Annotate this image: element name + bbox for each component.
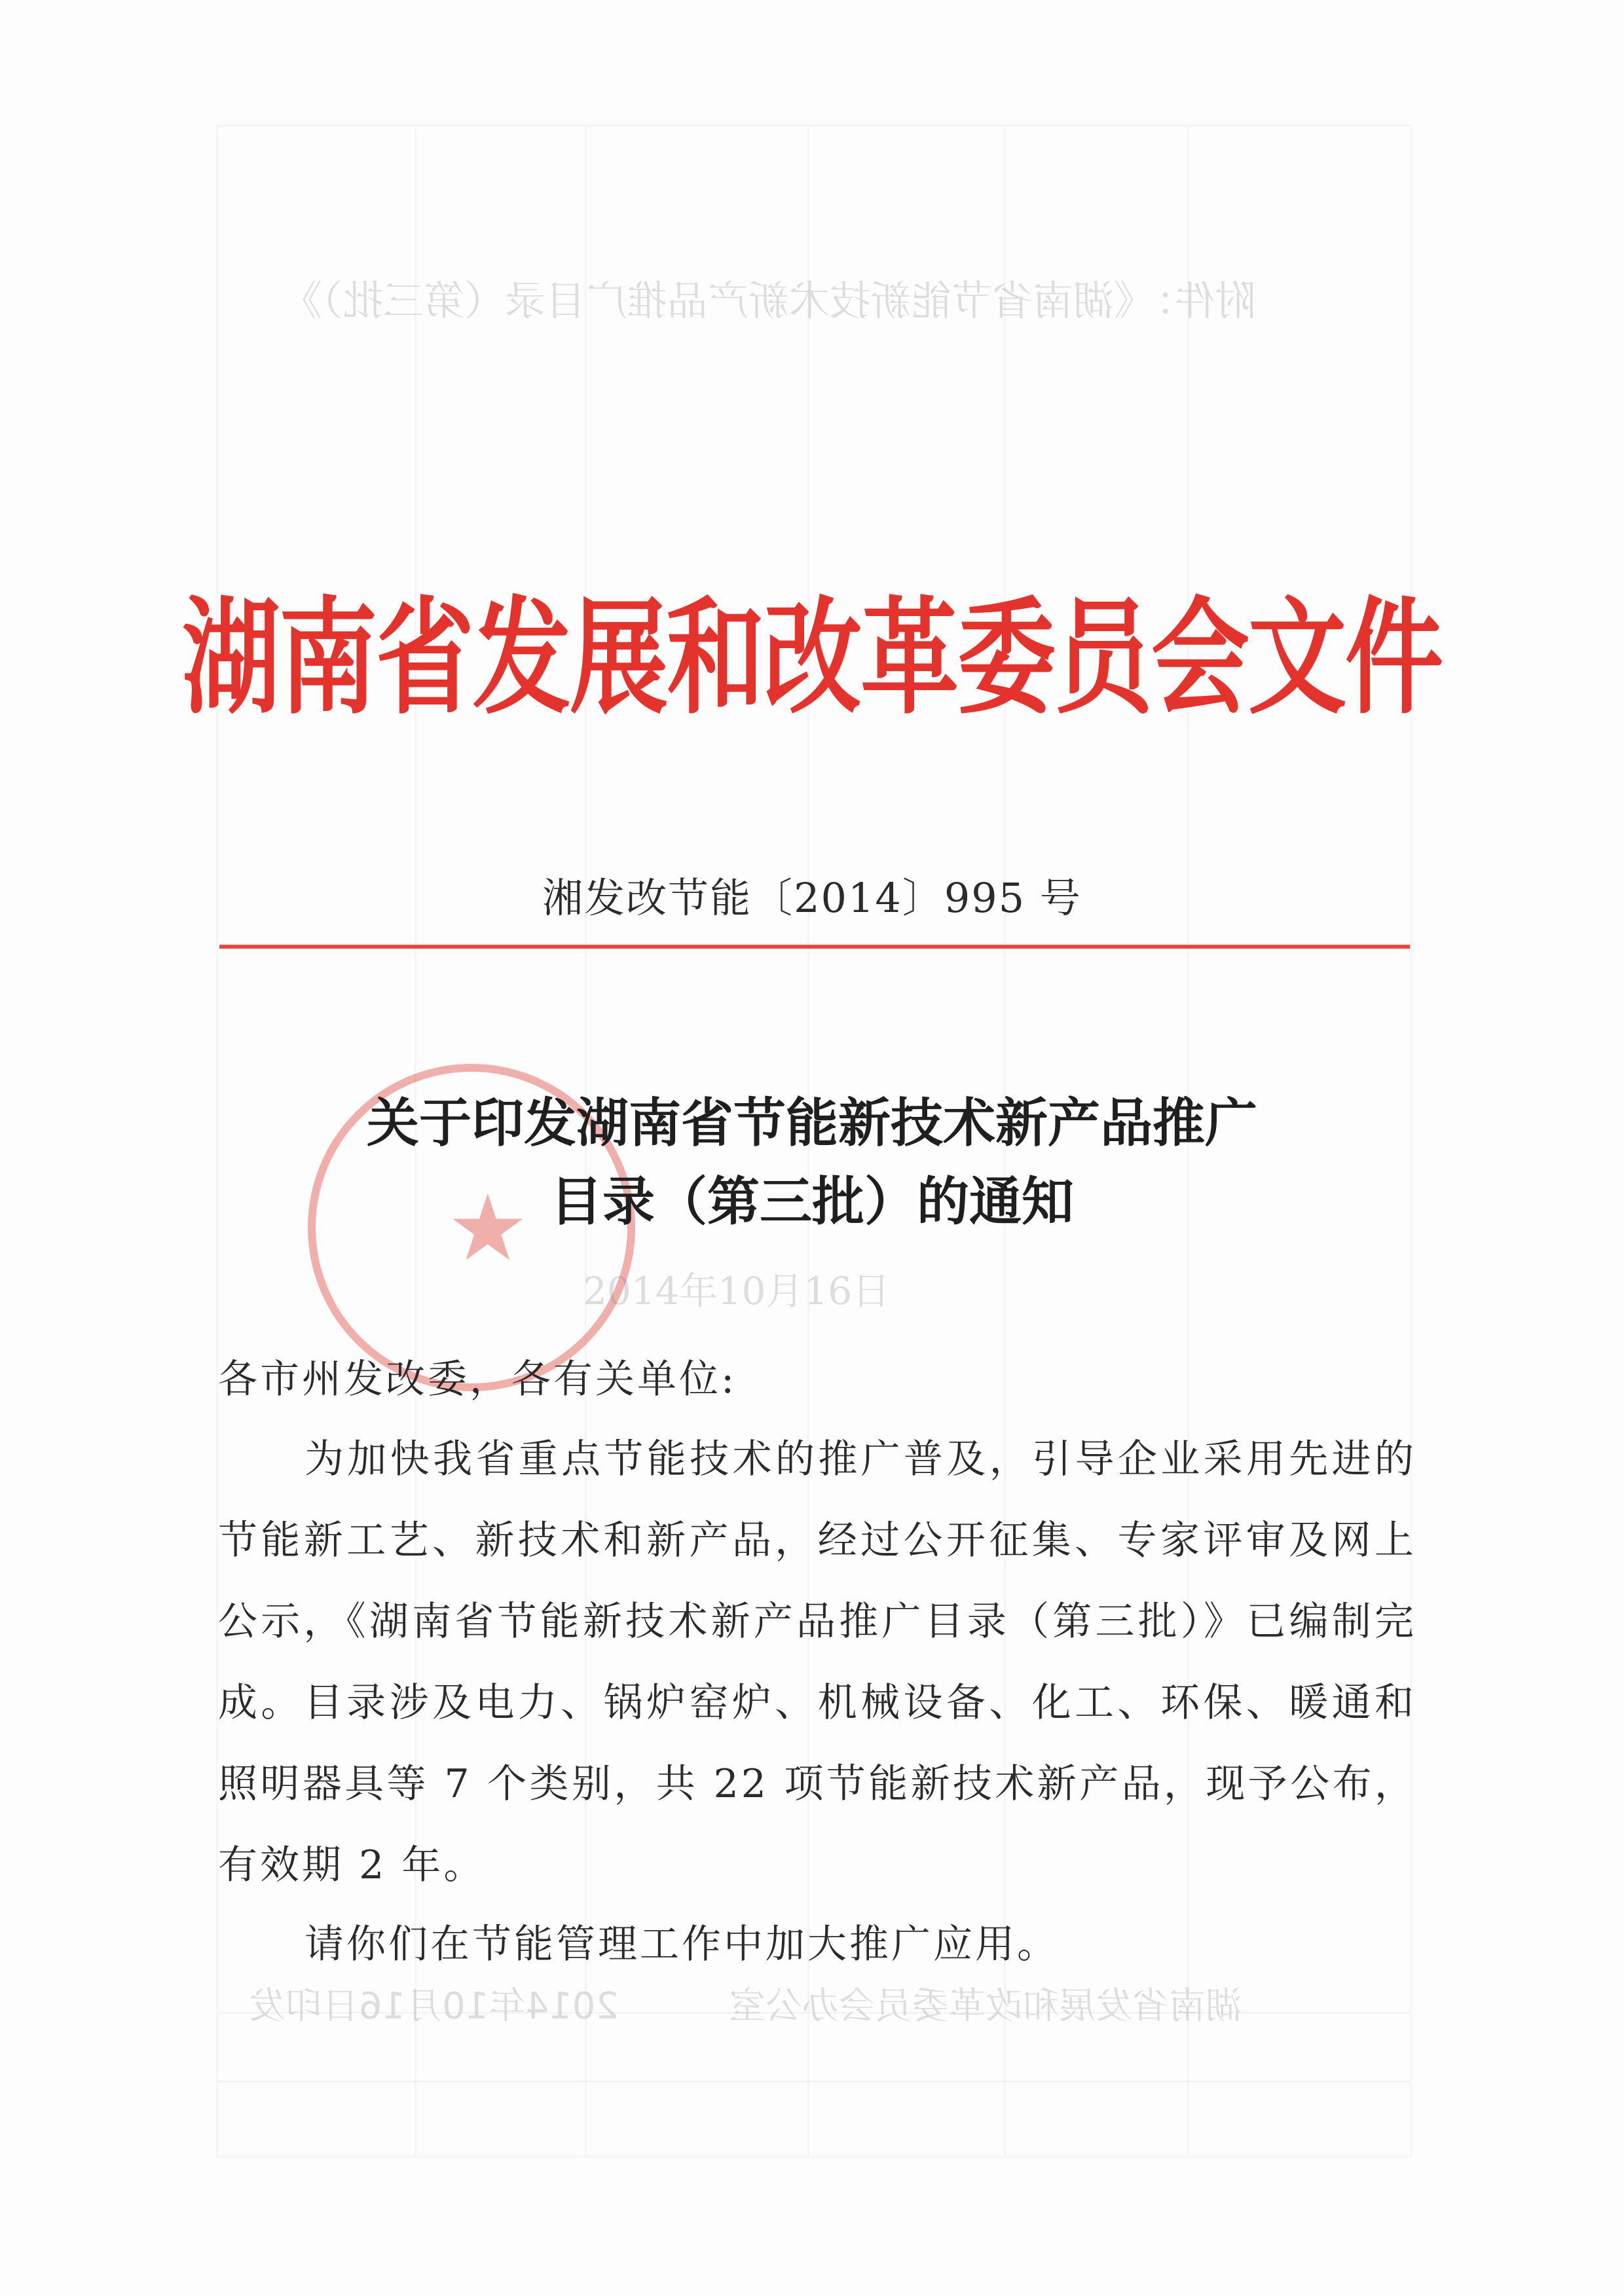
show-through-rule xyxy=(218,2081,1410,2083)
show-through-footer: 湖南省发展和改革委员会办公室 2014年10月16日印发 xyxy=(249,1985,1243,2028)
red-divider-line xyxy=(219,945,1410,949)
body-paragraph-1: 为加快我省重点节能技术的推广普及，引导企业采用先进的节能新工艺、新技术和新产品，经过公开征集、专家评审及网上公示，《湖南省节能新技术新产品推广目录（第三批）》已编制完成。目录涉及电力、锅炉窑炉、机械设备、化工、环保、暖通和照明器具等 7 个类别，共 22 项节能新技术新产品，现予公布，有效期 2 年。 xyxy=(218,1436,1416,1888)
document-title-line-2: 目录（第三批）的通知 xyxy=(550,1171,1074,1232)
seal-date-text: 2014年10月16日 xyxy=(583,1269,891,1313)
body-paragraph-2: 请你们在节能管理工作中加大推广应用。 xyxy=(304,1922,1059,1967)
agency-header-title: 湖南省发展和改革委员会文件 xyxy=(181,585,1442,732)
document-number: 湘发改节能〔2014〕995 号 xyxy=(542,874,1082,922)
salutation: 各市州发改委，各有关单位: xyxy=(218,1357,737,1402)
document-title-line-1: 关于印发湖南省节能新技术新产品推广 xyxy=(367,1092,1257,1154)
show-through-attachment-caption: 附件：《湖南省节能新技术新产品推广目录（第三批）》 xyxy=(282,277,1257,325)
document-title xyxy=(0,1084,1624,1241)
seal-star-icon: ★ xyxy=(447,1175,529,1282)
